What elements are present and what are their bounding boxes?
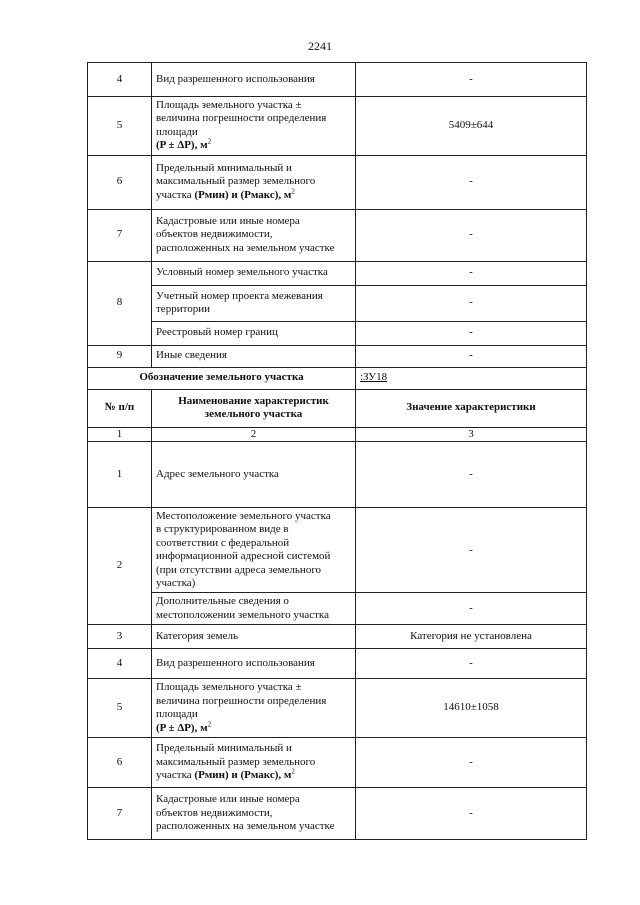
table-row — [88, 649, 587, 679]
table-row — [88, 442, 587, 508]
row-number: 9 — [88, 345, 152, 367]
characteristic-value: - — [356, 442, 587, 508]
characteristic-name — [152, 97, 356, 156]
table-row — [88, 97, 587, 156]
column-number: 3 — [356, 427, 587, 441]
header-number: № п/п — [88, 389, 152, 427]
header-row — [88, 389, 587, 427]
characteristic-name — [152, 737, 356, 787]
name-line: Предельный минимальный и — [156, 162, 292, 175]
characteristic-value: - — [356, 787, 587, 839]
characteristic-name: Адрес земельного участка — [152, 442, 356, 508]
column-number: 2 — [152, 427, 356, 441]
table-row — [88, 321, 587, 345]
name-line: местоположении земельного участка — [156, 608, 329, 621]
row-number: 2 — [88, 508, 152, 625]
name-line: территории — [156, 303, 211, 316]
table-row — [88, 508, 587, 593]
name-line: расположенных на земельном участке — [156, 820, 335, 833]
characteristic-name — [152, 155, 356, 209]
name-line: максимальный размер земельного — [156, 755, 316, 768]
characteristic-name — [152, 508, 356, 593]
characteristic-name: Реестровый номер границ — [152, 321, 356, 345]
name-line: Кадастровые или иные номера — [156, 793, 300, 806]
characteristic-name: Вид разрешенного использования — [152, 649, 356, 679]
name-line: максимальный размер земельного — [156, 175, 316, 188]
name-line: площади — [156, 125, 198, 138]
name-line: участка — [156, 188, 195, 201]
name-line: Дополнительные сведения о — [156, 595, 289, 608]
characteristic-value: - — [356, 508, 587, 593]
row-number: 6 — [88, 737, 152, 787]
characteristic-value: - — [356, 593, 587, 625]
superscript: 2 — [207, 719, 212, 728]
characteristic-value: - — [356, 63, 587, 97]
characteristic-value: - — [356, 155, 587, 209]
characteristic-name: Условный номер земельного участка — [152, 261, 356, 285]
characteristic-value: - — [356, 737, 587, 787]
name-line: объектов недвижимости, — [156, 806, 273, 819]
name-line: участка) — [156, 577, 196, 590]
row-number: 4 — [88, 63, 152, 97]
characteristic-name: Категория земель — [152, 625, 356, 649]
characteristic-value: - — [356, 209, 587, 261]
name-line: (при отсутствии адреса земельного — [156, 563, 322, 576]
name-line: Площадь земельного участка ± — [156, 681, 302, 694]
characteristic-value: 14610±1058 — [356, 679, 587, 738]
superscript: 2 — [291, 767, 295, 776]
designation-value: :ЗУ18 — [360, 371, 388, 384]
name-line: Кадастровые или иные номера — [156, 215, 300, 228]
name-line: величина погрешности определения — [156, 694, 327, 707]
name-line: объектов недвижимости, — [156, 228, 273, 241]
header-name — [152, 389, 356, 427]
size-formula: (Pмин) и (Pмакс), м — [194, 769, 292, 782]
header-value: Значение характеристики — [356, 389, 587, 427]
name-line: площади — [156, 708, 198, 721]
name-line: в структурированном виде в — [156, 523, 289, 536]
column-numbers-row — [88, 427, 587, 441]
table-row — [88, 625, 587, 649]
column-number: 1 — [88, 427, 152, 441]
characteristic-name — [152, 285, 356, 321]
name-line: соответствии с федеральной — [156, 536, 290, 549]
characteristic-name — [152, 209, 356, 261]
table-row — [88, 737, 587, 787]
land-plot-characteristics-table — [87, 62, 587, 840]
table-row — [88, 285, 587, 321]
designation-row — [88, 367, 587, 389]
name-line: расположенных на земельном участке — [156, 241, 335, 254]
header-line: земельного участка — [204, 408, 303, 421]
row-number: 5 — [88, 679, 152, 738]
characteristic-value: - — [356, 321, 587, 345]
row-number: 1 — [88, 442, 152, 508]
table-row — [88, 345, 587, 367]
characteristic-name: Вид разрешенного использования — [152, 63, 356, 97]
characteristic-name — [152, 593, 356, 625]
table-row — [88, 155, 587, 209]
characteristic-value: - — [356, 345, 587, 367]
name-line: Площадь земельного участка ± — [156, 99, 302, 111]
name-line: величина погрешности определения — [156, 112, 327, 125]
header-line: Наименование характеристик — [178, 394, 329, 407]
characteristic-value: - — [356, 649, 587, 679]
row-number: 7 — [88, 209, 152, 261]
superscript: 2 — [207, 137, 212, 146]
table-row — [88, 679, 587, 738]
characteristic-name: Иные сведения — [152, 345, 356, 367]
characteristic-name — [152, 787, 356, 839]
table-row — [88, 261, 587, 285]
row-number: 8 — [88, 261, 152, 345]
row-number: 7 — [88, 787, 152, 839]
row-number: 3 — [88, 625, 152, 649]
table-row — [88, 593, 587, 625]
area-formula: (P ± ΔP), м — [156, 139, 208, 152]
name-line: Предельный минимальный и — [156, 742, 292, 755]
designation-label: Обозначение земельного участка — [88, 367, 356, 389]
characteristic-value: 5409±644 — [356, 97, 587, 156]
table-row — [88, 63, 587, 97]
characteristic-value: - — [356, 261, 587, 285]
name-line: информационной адресной системой — [156, 550, 331, 563]
table-row — [88, 209, 587, 261]
page-number: 2241 — [308, 39, 332, 53]
area-formula: (P ± ΔP), м — [156, 721, 208, 734]
superscript: 2 — [291, 187, 295, 196]
characteristic-value: - — [356, 285, 587, 321]
name-line: Местоположение земельного участка — [156, 510, 331, 523]
size-formula: (Pмин) и (Pмакс), м — [194, 188, 292, 201]
name-line: участка — [156, 769, 195, 782]
row-number: 6 — [88, 155, 152, 209]
row-number: 4 — [88, 649, 152, 679]
name-line: Учетный номер проекта межевания — [156, 289, 323, 302]
table-row — [88, 787, 587, 839]
row-number: 5 — [88, 97, 152, 156]
characteristic-value: Категория не установлена — [356, 625, 587, 649]
characteristic-name — [152, 679, 356, 738]
